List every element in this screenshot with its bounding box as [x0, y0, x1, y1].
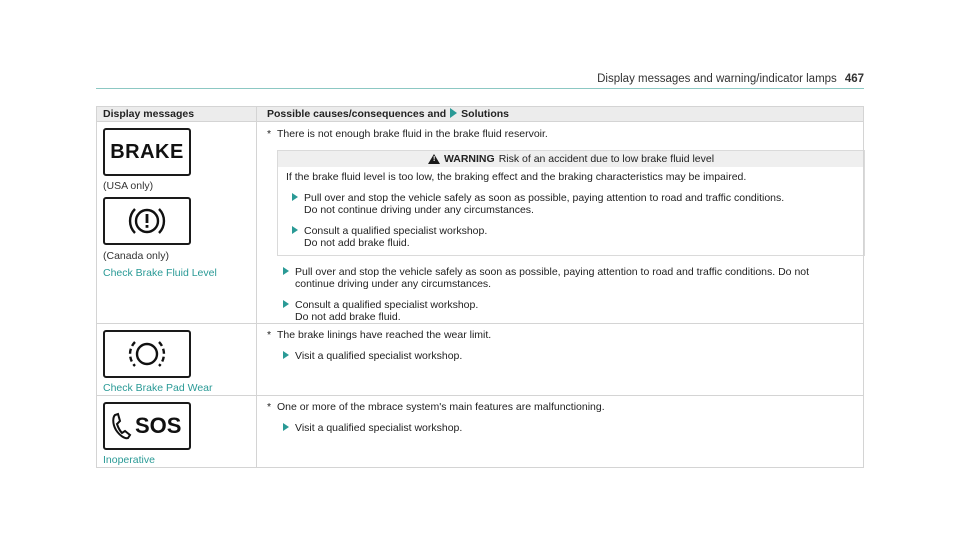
col-header-causes — [257, 107, 864, 122]
solution-step-2-line2: Do not add brake fluid. — [295, 311, 401, 323]
warning-header — [278, 151, 864, 167]
sos-lamp-text: SOS — [135, 413, 182, 438]
warning-step-2-line1: Consult a qualified specialist workshop. — [304, 225, 488, 237]
cause-star: * — [267, 329, 272, 341]
warning-step-1-line2: Do not continue driving under any circumstances. — [304, 204, 534, 216]
warning-step-2-line2: Do not add brake fluid. — [304, 237, 410, 249]
display-cell — [97, 122, 257, 324]
solution-step — [277, 299, 863, 323]
causes-cell — [257, 122, 864, 324]
solution-step-2-line1: Consult a qualified specialist workshop. — [295, 299, 479, 311]
display-messages-table — [96, 106, 864, 468]
lamp-note-usa: (USA only) — [103, 180, 154, 192]
table-header-row — [97, 107, 864, 122]
step-arrow-icon — [283, 351, 289, 359]
display-cell — [97, 396, 257, 468]
message-inoperative: Inoperative — [103, 454, 155, 466]
cause-star: * — [267, 401, 272, 413]
header-rule — [96, 88, 864, 89]
warning-step-1-line1: Pull over and stop the vehicle safely as soon as possible, paying attention to road and traffic conditions. — [304, 192, 785, 204]
warning-label: WARNING — [443, 153, 495, 165]
solution-step-text: Visit a qualified specialist workshop. — [295, 350, 463, 362]
brake-pad-wear-icon — [103, 330, 191, 378]
display-cell — [97, 324, 257, 396]
cause-text: One or more of the mbrace system's main features are malfunctioning. — [277, 401, 605, 413]
lamp-note-canada: (Canada only) — [103, 250, 169, 262]
warning-box — [277, 150, 865, 256]
phone-sos-icon — [103, 402, 191, 450]
page-number: 467 — [844, 73, 864, 85]
cause-line — [267, 329, 863, 342]
cause-line — [267, 128, 863, 141]
step-arrow-icon — [283, 423, 289, 431]
col-header-display-messages: Display messages — [97, 107, 257, 122]
causes-cell — [257, 324, 864, 396]
step-arrow-icon — [292, 193, 298, 201]
causes-cell — [257, 396, 864, 468]
solution-step-1-line2: continue driving under any circumstances. — [295, 278, 492, 290]
brake-warning-circle-icon — [103, 197, 191, 245]
warning-body: If the brake fluid level is too low, the braking effect and the braking characteristics may be impaired. — [286, 171, 747, 183]
cause-line — [267, 401, 863, 414]
solution-step — [277, 266, 863, 290]
solution-step — [277, 350, 863, 362]
step-arrow-icon — [283, 300, 289, 308]
warning-title: Risk of an accident due to low brake fluid level — [498, 153, 715, 165]
message-check-brake-fluid: Check Brake Fluid Level — [103, 267, 217, 279]
col-header-solutions-label: Solutions — [461, 108, 510, 120]
step-arrow-icon — [283, 267, 289, 275]
col-header-causes-label: Possible causes/consequences and — [267, 108, 447, 120]
solutions-arrow-icon — [450, 108, 457, 118]
table-row — [97, 396, 864, 468]
cause-star: * — [267, 128, 272, 140]
solution-step-text: Visit a qualified specialist workshop. — [295, 422, 463, 434]
table-row — [97, 324, 864, 396]
warning-step — [286, 225, 856, 249]
brake-lamp-icon — [103, 128, 191, 176]
solution-step — [277, 422, 863, 434]
message-check-brake-pad-wear: Check Brake Pad Wear — [103, 382, 213, 394]
table-row — [97, 122, 864, 324]
cause-text: There is not enough brake fluid in the brake fluid reservoir. — [277, 128, 548, 140]
warning-step — [286, 192, 856, 216]
warning-triangle-icon: ! — [428, 154, 440, 164]
cause-text: The brake linings have reached the wear limit. — [277, 329, 492, 341]
step-arrow-icon — [292, 226, 298, 234]
brake-lamp-text: BRAKE — [110, 140, 184, 163]
page-header-title: Display messages and warning/indicator lamps — [597, 73, 837, 85]
solution-step-1-line1: Pull over and stop the vehicle safely as soon as possible, paying attention to road and traffic conditions. Do not — [295, 266, 810, 278]
page-header — [96, 72, 864, 86]
